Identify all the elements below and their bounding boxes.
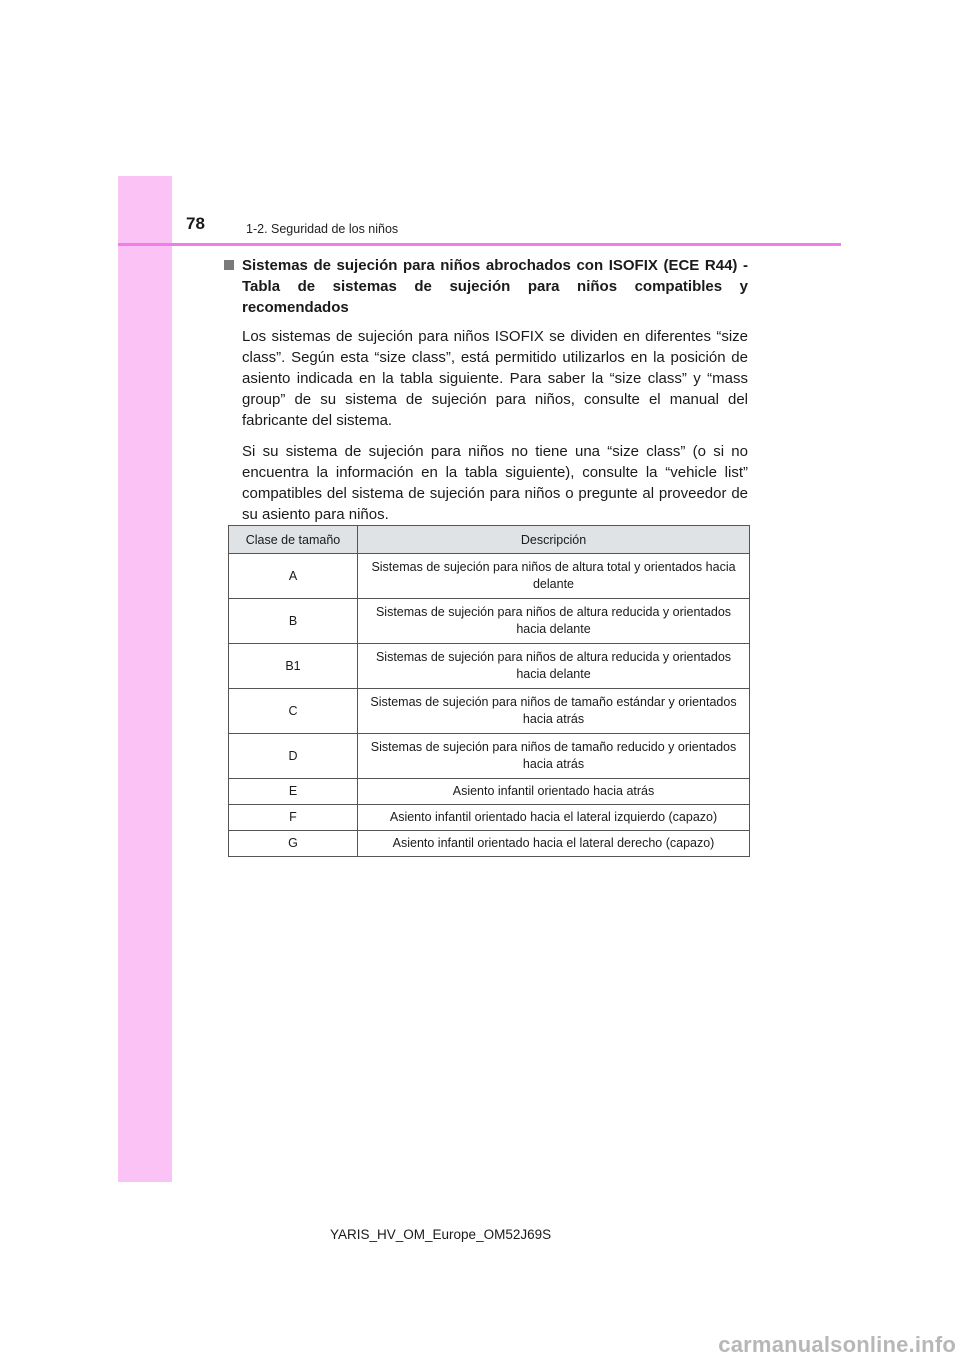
table-cell-description: Asiento infantil orientado hacia atrás <box>358 779 750 805</box>
table-cell-class: E <box>229 779 358 805</box>
table-cell-description: Sistemas de sujeción para niños de altura total y orientados hacia delante <box>358 554 750 599</box>
table-cell-class: F <box>229 805 358 831</box>
table-cell-description: Sistemas de sujeción para niños de altura reducida y orientados hacia delante <box>358 644 750 689</box>
column-header-class: Clase de tamaño <box>229 526 358 554</box>
paragraph-no-size-class: Si su sistema de sujeción para niños no tiene una “size class” (o si no encuentra la información en la tabla siguiente), consulte la “vehicle list” compatibles del sistema de sujeción para niños o pregunte al proveedor de su asiento para niños. <box>242 443 748 523</box>
table-cell-class: A <box>229 554 358 599</box>
table-row <box>229 599 750 644</box>
site-watermark: carmanualsonline.info <box>718 1332 956 1357</box>
paragraph-size-class: Los sistemas de sujeción para niños ISOFIX se dividen en diferentes “size class”. Según esta “size class”, está permitido utilizarlos en la posición de asiento indicada en la tabla siguiente. Para saber la “size class” y “mass group” de su sistema de sujeción para niños, consulte el manual del fabricante del sistema. <box>242 328 748 429</box>
table-cell-description: Sistemas de sujeción para niños de tamaño reducido y orientados hacia atrás <box>358 734 750 779</box>
table-cell-description: Asiento infantil orientado hacia el lateral derecho (capazo) <box>358 831 750 857</box>
table-cell-description: Sistemas de sujeción para niños de altura reducida y orientados hacia delante <box>358 599 750 644</box>
table-header-row <box>229 526 750 554</box>
table-cell-description: Asiento infantil orientado hacia el lateral izquierdo (capazo) <box>358 805 750 831</box>
table-row <box>229 831 750 857</box>
side-color-band <box>118 176 172 1182</box>
table-cell-class: G <box>229 831 358 857</box>
column-header-description: Descripción <box>358 526 750 554</box>
table-cell-class: B <box>229 599 358 644</box>
table-row <box>229 734 750 779</box>
square-bullet-icon <box>224 260 234 270</box>
table-row <box>229 554 750 599</box>
page-number: 78 <box>186 214 205 233</box>
table-row <box>229 644 750 689</box>
section-header: 1-2. Seguridad de los niños <box>246 222 399 236</box>
header-divider <box>118 243 841 246</box>
table-row <box>229 779 750 805</box>
table-cell-class: C <box>229 689 358 734</box>
table-cell-description: Sistemas de sujeción para niños de tamaño estándar y orientados hacia atrás <box>358 689 750 734</box>
table-row <box>229 805 750 831</box>
document-code-footer: YARIS_HV_OM_Europe_OM52J69S <box>330 1227 552 1242</box>
size-class-table <box>228 525 750 857</box>
table-cell-class: B1 <box>229 644 358 689</box>
section-heading-text: Sistemas de sujeción para niños abrochados con ISOFIX (ECE R44) - Tabla de sistemas de sujeción para niños compatibles y recomendados <box>242 257 748 316</box>
table-row <box>229 689 750 734</box>
table-cell-class: D <box>229 734 358 779</box>
section-content <box>224 255 748 525</box>
section-heading <box>224 255 748 318</box>
